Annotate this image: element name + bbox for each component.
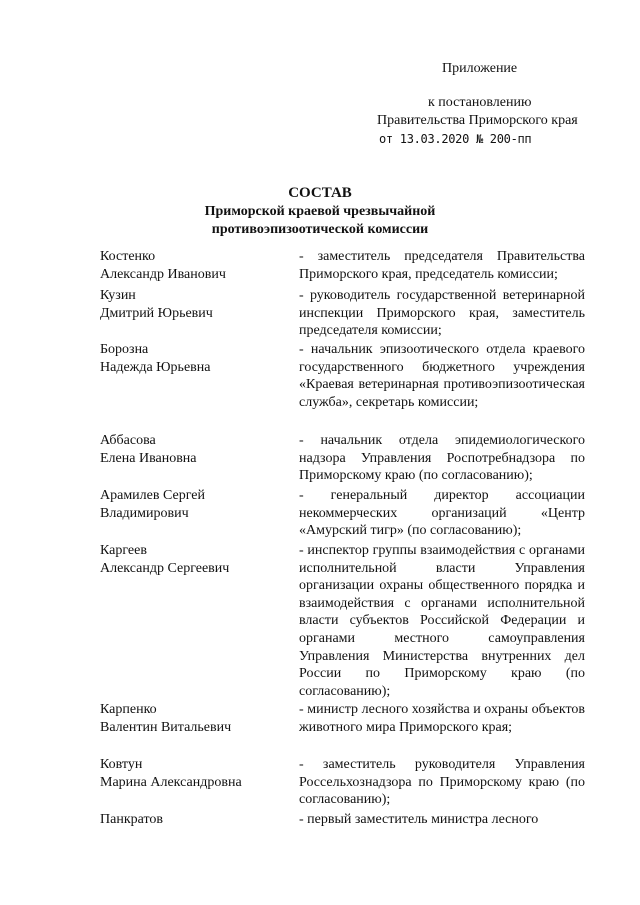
member-name [100, 542, 290, 577]
member-name [100, 487, 290, 522]
member-surname: Ковтун [100, 757, 143, 772]
member-role: - руководитель государственной ветеринарной инспекции Приморского края, заместитель председателя комиссии; [299, 288, 585, 339]
member-role: - министр лесного хозяйства и охраны объектов животного мира Приморского края; [299, 702, 585, 735]
member-surname: Аббасова [100, 433, 156, 448]
member-role: - инспектор группы взаимодействия с органами исполнительной власти Управления организации охраны общественного порядка и взаимодействия с органами исполнительной власти субъектов Российской Федерации и органами местного самоуправления Управления Министерства внутренних дел России по Приморскому краю (по согласованию); [299, 543, 585, 699]
member-given-name: Валентин Витальевич [100, 719, 232, 735]
member-surname: Панкратов [100, 812, 164, 827]
member-name [100, 701, 290, 736]
member-given-name: Александр Сергеевич [100, 560, 230, 576]
member-name [100, 248, 290, 283]
member-surname: Костенко [100, 249, 156, 264]
annex-title: Приложение [442, 61, 518, 76]
member-name [100, 432, 290, 467]
member-surname: Кузин [100, 288, 136, 303]
member-given-name: Марина Александровна [100, 774, 242, 790]
member-surname: Каргеев [100, 543, 147, 558]
member-surname: Борозна [100, 342, 149, 357]
member-name [100, 811, 290, 829]
member-given-name: Надежда Юрьевна [100, 359, 211, 375]
member-name [100, 287, 290, 322]
member-surname: Арамилев Сергей [100, 488, 205, 503]
heading-title: СОСТАВ [288, 185, 352, 201]
member-name [100, 341, 290, 376]
member-surname: Карпенко [100, 702, 157, 717]
heading-line-2: противоэпизоотической комиссии [211, 222, 429, 237]
member-name [100, 756, 290, 791]
heading-line-1: Приморской краевой чрезвычайной [204, 204, 436, 219]
member-role: - начальник отдела эпидемиологического надзора Управления Роспотребнадзора по Приморскому краю (по согласованию); [299, 433, 585, 484]
member-given-name: Александр Иванович [100, 266, 226, 282]
member-role: - генеральный директор ассоциации некоммерческих организаций «Центр «Амурский тигр» (по согласованию); [299, 488, 585, 539]
document-heading [0, 184, 640, 239]
annex-to-resolution: к постановлению [428, 95, 532, 110]
annex-date-number: от 13.03.2020 № 200-пп [379, 132, 532, 146]
member-role: - заместитель руководителя Управления Россельхознадзора по Приморскому краю (по согласованию); [299, 757, 585, 808]
member-given-name: Владимирович [100, 505, 189, 521]
member-given-name: Елена Ивановна [100, 450, 197, 466]
member-role: - начальник эпизоотического отдела краевого государственного бюджетного учреждения «Краевая ветеринарная противоэпизоотическая служба», секретарь комиссии; [299, 342, 585, 410]
member-role: - первый заместитель министра лесного [299, 812, 539, 827]
member-given-name: Дмитрий Юрьевич [100, 305, 213, 321]
annex-government: Правительства Приморского края [377, 113, 578, 128]
member-role: - заместитель председателя Правительства Приморского края, председатель комиссии; [299, 249, 585, 282]
